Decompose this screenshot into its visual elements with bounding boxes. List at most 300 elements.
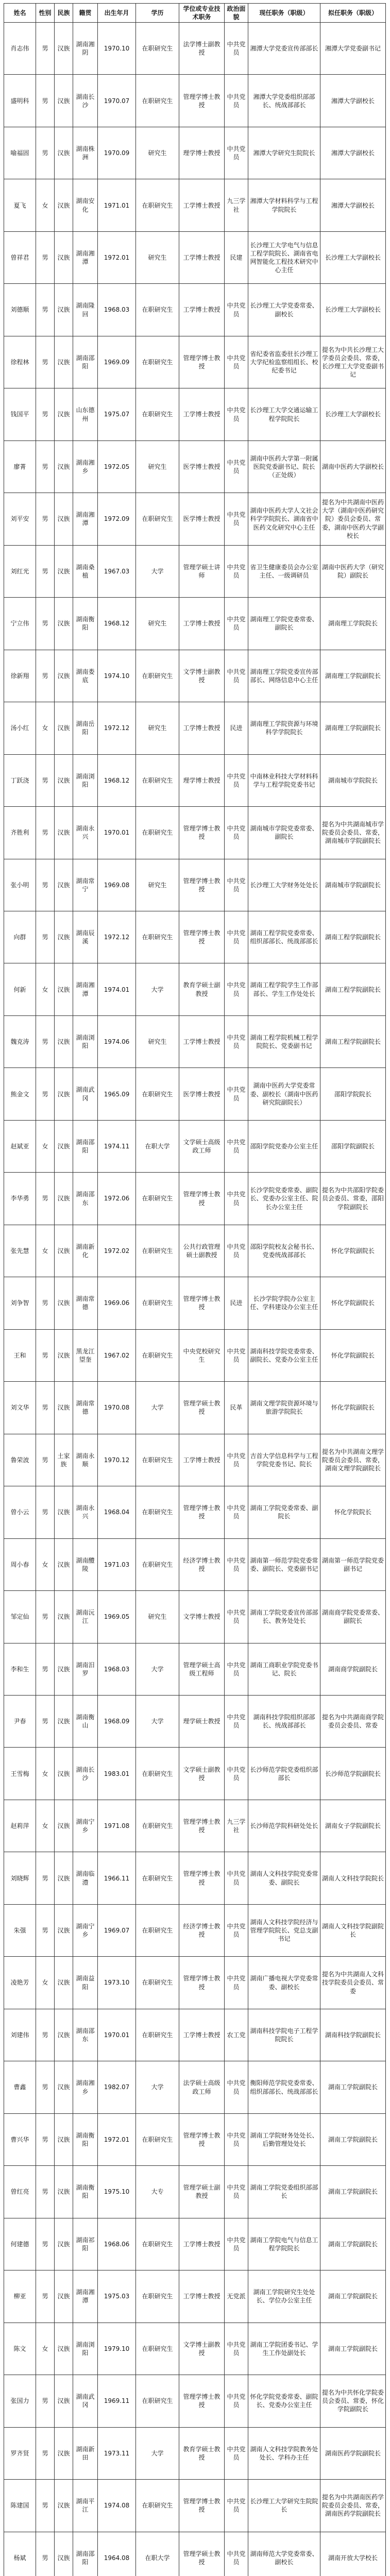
cell-name: 钱国平 bbox=[4, 388, 36, 440]
cell-origin: 湖南株洲 bbox=[73, 127, 98, 179]
cell-origin: 山东德州 bbox=[73, 388, 98, 440]
cell-birth: 1975.07 bbox=[98, 388, 136, 440]
cell-name: 周小春 bbox=[4, 1538, 36, 1590]
cell-birth: 1970.10 bbox=[98, 23, 136, 75]
cell-degree: 工学博士教授 bbox=[179, 2009, 225, 2061]
cell-name: 赵莉萍 bbox=[4, 1800, 36, 1852]
cell-proposed-post: 湖南理工学院副院长 bbox=[320, 650, 386, 702]
table-row bbox=[4, 336, 386, 388]
cell-ethnicity: 汉族 bbox=[55, 598, 73, 650]
cell-gender: 男 bbox=[36, 1696, 55, 1748]
table-row bbox=[4, 75, 386, 127]
cell-birth: 1972.12 bbox=[98, 911, 136, 963]
cell-political: 中共党员 bbox=[225, 2113, 248, 2165]
cell-ethnicity: 汉族 bbox=[55, 1643, 73, 1695]
cell-gender: 男 bbox=[36, 493, 55, 545]
cell-gender: 男 bbox=[36, 1329, 55, 1381]
cell-political: 中共党员 bbox=[225, 1173, 248, 1225]
cell-birth: 1983.01 bbox=[98, 1748, 136, 1800]
cell-gender: 男 bbox=[36, 911, 55, 963]
cell-political: 中共党员 bbox=[225, 1434, 248, 1486]
cell-current-post: 湖南人文科技学院经济与管理学院院长、党总支副书记 bbox=[248, 1904, 320, 1956]
cell-current-post: 怀化学院党委常委、副院长、党委办公室主任 bbox=[248, 2375, 320, 2427]
cell-political: 农工党 bbox=[225, 2009, 248, 2061]
cell-current-post: 长沙师范学院科研处处长 bbox=[248, 1800, 320, 1852]
cell-gender: 女 bbox=[36, 1800, 55, 1852]
cell-education: 大专 bbox=[136, 2166, 179, 2218]
cell-origin: 湖南隆回 bbox=[73, 284, 98, 336]
cell-current-post: 长沙理工大学交通运输工程学院院长 bbox=[248, 388, 320, 440]
table-row bbox=[4, 1173, 386, 1225]
cell-current-post: 湖南人文科技学院党委常委、副院长 bbox=[248, 1852, 320, 1904]
cell-birth: 1971.03 bbox=[98, 1538, 136, 1590]
cell-name: 凌艳芳 bbox=[4, 1957, 36, 2009]
cell-origin: 湖南湘潭 bbox=[73, 2270, 98, 2323]
cell-ethnicity: 汉族 bbox=[55, 388, 73, 440]
cell-degree: 管理学博士教授 bbox=[179, 1800, 225, 1852]
cell-birth: 1970.07 bbox=[98, 75, 136, 127]
table-row bbox=[4, 859, 386, 911]
cell-name: 喻福固 bbox=[4, 127, 36, 179]
cell-degree: 工学博士教授 bbox=[179, 598, 225, 650]
cell-education: 在职研究生 bbox=[136, 284, 179, 336]
cell-birth: 1968.12 bbox=[98, 598, 136, 650]
cell-ethnicity: 汉族 bbox=[55, 2375, 73, 2427]
cell-ethnicity: 汉族 bbox=[55, 2270, 73, 2323]
cell-name: 魏克涛 bbox=[4, 1015, 36, 1067]
cell-name: 曹兴华 bbox=[4, 2113, 36, 2165]
cell-origin: 湖南邵阳 bbox=[73, 1120, 98, 1172]
cell-proposed-post: 提名为中共怀化学院委员会委员、常委，怀化学院副院长 bbox=[320, 2375, 386, 2427]
cell-proposed-post: 怀化学院院长 bbox=[320, 1486, 386, 1538]
cell-ethnicity: 汉族 bbox=[55, 284, 73, 336]
cell-name: 何建德 bbox=[4, 2218, 36, 2270]
cell-ethnicity: 汉族 bbox=[55, 650, 73, 702]
cell-political: 中共党员 bbox=[225, 963, 248, 1015]
appointment-table bbox=[4, 3, 386, 2576]
cell-current-post: 湖南科技学院组织部部长、统战部部长 bbox=[248, 1696, 320, 1748]
cell-ethnicity: 汉族 bbox=[55, 23, 73, 75]
cell-education: 在职研究生 bbox=[136, 179, 179, 231]
cell-origin: 湖南浏阳 bbox=[73, 2323, 98, 2375]
table-row bbox=[4, 2061, 386, 2113]
cell-education: 研究生 bbox=[136, 1015, 179, 1067]
table-row bbox=[4, 2427, 386, 2479]
header-education: 学历 bbox=[136, 4, 179, 23]
cell-origin: 湖南常德 bbox=[73, 1277, 98, 1329]
cell-education: 研究生 bbox=[136, 1591, 179, 1643]
cell-name: 罗齐贤 bbox=[4, 2427, 36, 2479]
cell-birth: 1968.04 bbox=[98, 1486, 136, 1538]
cell-name: 柳亚 bbox=[4, 2270, 36, 2323]
table-row bbox=[4, 388, 386, 440]
cell-gender: 男 bbox=[36, 2113, 55, 2165]
header-gender: 性别 bbox=[36, 4, 55, 23]
cell-gender: 男 bbox=[36, 1643, 55, 1695]
cell-name: 徐新翔 bbox=[4, 650, 36, 702]
cell-ethnicity: 汉族 bbox=[55, 2113, 73, 2165]
cell-proposed-post: 湖南理工学院副院长 bbox=[320, 702, 386, 754]
cell-current-post: 湖南理工学院资源与环境科学学院院长 bbox=[248, 702, 320, 754]
cell-origin: 湖南益阳 bbox=[73, 1957, 98, 2009]
cell-education: 大学 bbox=[136, 2061, 179, 2113]
cell-gender: 男 bbox=[36, 231, 55, 283]
table-row bbox=[4, 2480, 386, 2532]
cell-political: 中共党员 bbox=[225, 1120, 248, 1172]
header-political: 政治面貌 bbox=[225, 4, 248, 23]
cell-ethnicity: 汉族 bbox=[55, 754, 73, 806]
cell-degree: 理学博士教授 bbox=[179, 127, 225, 179]
cell-name: 邹定仙 bbox=[4, 1591, 36, 1643]
cell-political: 中共党员 bbox=[225, 1591, 248, 1643]
cell-proposed-post: 湖南城市学院院长 bbox=[320, 754, 386, 806]
cell-gender: 男 bbox=[36, 1173, 55, 1225]
cell-birth: 1968.09 bbox=[98, 1696, 136, 1748]
cell-name: 盛明科 bbox=[4, 75, 36, 127]
cell-ethnicity: 汉族 bbox=[55, 336, 73, 388]
cell-birth: 1969.06 bbox=[98, 1277, 136, 1329]
cell-political: 中共党员 bbox=[225, 859, 248, 911]
cell-education: 在职研究生 bbox=[136, 911, 179, 963]
cell-political: 中共党员 bbox=[225, 1329, 248, 1381]
cell-proposed-post: 提名为中共湖南人文科技学院委员会委员、常委 bbox=[320, 1957, 386, 2009]
cell-birth: 1973.10 bbox=[98, 1957, 136, 2009]
cell-origin: 湖南沅江 bbox=[73, 1591, 98, 1643]
cell-education: 大学 bbox=[136, 963, 179, 1015]
cell-education: 在职研究生 bbox=[136, 1486, 179, 1538]
cell-ethnicity: 汉族 bbox=[55, 1382, 73, 1434]
cell-name: 鲁荣波 bbox=[4, 1434, 36, 1486]
cell-degree: 工学博士教授 bbox=[179, 179, 225, 231]
cell-current-post: 湘潭大学研究生院院长 bbox=[248, 127, 320, 179]
cell-education: 在职研究生 bbox=[136, 1068, 179, 1120]
cell-birth: 1964.08 bbox=[98, 2532, 136, 2576]
cell-education: 在职研究生 bbox=[136, 1904, 179, 1956]
cell-gender: 男 bbox=[36, 859, 55, 911]
table-row bbox=[4, 1591, 386, 1643]
cell-origin: 湖南衡阳 bbox=[73, 2166, 98, 2218]
cell-political: 民建 bbox=[225, 231, 248, 283]
cell-current-post: 湖南工程学院党委常委、组织部部长、统战部部长 bbox=[248, 911, 320, 963]
cell-ethnicity: 汉族 bbox=[55, 1852, 73, 1904]
cell-ethnicity: 汉族 bbox=[55, 545, 73, 597]
cell-current-post: 湖南工商职业学院党委书记、院长 bbox=[248, 1643, 320, 1695]
header-degree: 学位或专业技术职务 bbox=[179, 4, 225, 23]
cell-education: 在职大学 bbox=[136, 2532, 179, 2576]
cell-birth: 1972.06 bbox=[98, 1173, 136, 1225]
cell-birth: 1975.03 bbox=[98, 2270, 136, 2323]
cell-degree: 经济学博士教授 bbox=[179, 1538, 225, 1590]
cell-political: 中共党员 bbox=[225, 493, 248, 545]
cell-education: 在职研究生 bbox=[136, 1800, 179, 1852]
cell-degree: 管理学博士教授 bbox=[179, 1486, 225, 1538]
cell-gender: 男 bbox=[36, 75, 55, 127]
cell-name: 刘红光 bbox=[4, 545, 36, 597]
cell-name: 刘德顺 bbox=[4, 284, 36, 336]
cell-ethnicity: 汉族 bbox=[55, 702, 73, 754]
cell-proposed-post: 提名为中共湖南城市学院委员会委员、常委，湖南城市学院副院长 bbox=[320, 807, 386, 859]
cell-gender: 男 bbox=[36, 388, 55, 440]
cell-ethnicity: 汉族 bbox=[55, 2061, 73, 2113]
cell-name: 张国力 bbox=[4, 2375, 36, 2427]
cell-ethnicity: 汉族 bbox=[55, 2218, 73, 2270]
cell-proposed-post: 长沙师范学院副院长 bbox=[320, 1748, 386, 1800]
cell-gender: 男 bbox=[36, 1904, 55, 1956]
cell-name: 曾祥君 bbox=[4, 231, 36, 283]
cell-origin: 湖南邵阳 bbox=[73, 2532, 98, 2576]
cell-political: 中共党员 bbox=[225, 2375, 248, 2427]
cell-ethnicity: 汉族 bbox=[55, 2480, 73, 2532]
cell-degree: 医学博士教授 bbox=[179, 440, 225, 493]
cell-education: 在职研究生 bbox=[136, 2218, 179, 2270]
cell-political: 中共党员 bbox=[225, 1486, 248, 1538]
cell-name: 熊金文 bbox=[4, 1068, 36, 1120]
cell-current-post: 衡阳师范学院党委常委、组织部部长、统战部部长 bbox=[248, 2061, 320, 2113]
cell-proposed-post: 湖南工程学院副院长 bbox=[320, 1015, 386, 1067]
cell-political: 中共党员 bbox=[225, 1643, 248, 1695]
cell-proposed-post: 提名为中共湖南医药学院委员会委员、常委，湖南医药学院副院长 bbox=[320, 2480, 386, 2532]
cell-degree: 管理学博士教授 bbox=[179, 1173, 225, 1225]
cell-ethnicity: 汉族 bbox=[55, 231, 73, 283]
cell-origin: 湖南娄底 bbox=[73, 650, 98, 702]
cell-current-post: 长沙学院党委常委、副院长、党委办公室主任、院长办公室主任 bbox=[248, 1173, 320, 1225]
cell-political: 中共党员 bbox=[225, 127, 248, 179]
cell-degree: 管理学博士教授 bbox=[179, 859, 225, 911]
table-body bbox=[4, 23, 386, 2576]
cell-education: 在职研究生 bbox=[136, 1173, 179, 1225]
cell-political: 中共党员 bbox=[225, 336, 248, 388]
table-row bbox=[4, 1748, 386, 1800]
cell-origin: 湖南宁乡 bbox=[73, 1904, 98, 1956]
cell-origin: 湖南辰溪 bbox=[73, 911, 98, 963]
cell-birth: 1972.01 bbox=[98, 2113, 136, 2165]
cell-name: 张先慧 bbox=[4, 1225, 36, 1277]
table-row bbox=[4, 1852, 386, 1904]
cell-birth: 1972.12 bbox=[98, 702, 136, 754]
cell-origin: 湖南邵东 bbox=[73, 2009, 98, 2061]
cell-education: 在职研究生 bbox=[136, 388, 179, 440]
cell-degree: 中央党校研究生 bbox=[179, 1329, 225, 1381]
cell-origin: 湖南湘乡 bbox=[73, 2061, 98, 2113]
cell-gender: 女 bbox=[36, 1120, 55, 1172]
table-row bbox=[4, 23, 386, 75]
cell-origin: 湖南武冈 bbox=[73, 1068, 98, 1120]
cell-education: 在职研究生 bbox=[136, 1277, 179, 1329]
cell-degree: 管理学硕士讲师 bbox=[179, 545, 225, 597]
header-name: 姓名 bbox=[4, 4, 36, 23]
cell-proposed-post: 湖南商学院党委常委、副院长 bbox=[320, 1591, 386, 1643]
cell-degree: 管理学博士教授 bbox=[179, 1852, 225, 1904]
cell-political: 民进 bbox=[225, 702, 248, 754]
cell-education: 在职研究生 bbox=[136, 1957, 179, 2009]
table-row bbox=[4, 1486, 386, 1538]
cell-gender: 男 bbox=[36, 754, 55, 806]
cell-proposed-post: 怀化学院副院长 bbox=[320, 1382, 386, 1434]
cell-political: 中共党员 bbox=[225, 1957, 248, 2009]
table-row bbox=[4, 179, 386, 231]
cell-gender: 男 bbox=[36, 127, 55, 179]
cell-education: 研究生 bbox=[136, 598, 179, 650]
header-origin: 籍贯 bbox=[73, 4, 98, 23]
cell-gender: 男 bbox=[36, 1068, 55, 1120]
cell-birth: 1969.05 bbox=[98, 1591, 136, 1643]
cell-ethnicity: 汉族 bbox=[55, 1957, 73, 2009]
cell-degree: 工学博士教授 bbox=[179, 702, 225, 754]
cell-current-post: 湘潭大学党委宣传部部长 bbox=[248, 23, 320, 75]
cell-current-post: 湖南工学院电气与信息工程学院院长 bbox=[248, 2218, 320, 2270]
table-row bbox=[4, 231, 386, 283]
cell-ethnicity: 汉族 bbox=[55, 1225, 73, 1277]
table-row bbox=[4, 911, 386, 963]
cell-birth: 1972.09 bbox=[98, 493, 136, 545]
cell-origin: 湖南长沙 bbox=[73, 1748, 98, 1800]
cell-education: 在职研究生 bbox=[136, 1225, 179, 1277]
cell-birth: 1968.06 bbox=[98, 2218, 136, 2270]
cell-gender: 女 bbox=[36, 1225, 55, 1277]
cell-gender: 女 bbox=[36, 179, 55, 231]
cell-current-post: 长沙理工大学财务处处长 bbox=[248, 859, 320, 911]
cell-political: 中共党员 bbox=[225, 2166, 248, 2218]
cell-ethnicity: 汉族 bbox=[55, 963, 73, 1015]
table-row bbox=[4, 1800, 386, 1852]
table-row bbox=[4, 493, 386, 545]
table-row bbox=[4, 1957, 386, 2009]
cell-political: 民革 bbox=[225, 1382, 248, 1434]
table-row bbox=[4, 702, 386, 754]
cell-gender: 男 bbox=[36, 1852, 55, 1904]
cell-origin: 湖南浏阳 bbox=[73, 754, 98, 806]
cell-degree: 管理学硕士教授 bbox=[179, 2532, 225, 2576]
cell-education: 在职研究生 bbox=[136, 2113, 179, 2165]
cell-ethnicity: 汉族 bbox=[55, 1015, 73, 1067]
cell-degree: 管理学博士教授 bbox=[179, 2480, 225, 2532]
cell-origin: 湖南新田 bbox=[73, 2427, 98, 2479]
cell-birth: 1965.09 bbox=[98, 1068, 136, 1120]
table-row bbox=[4, 440, 386, 493]
cell-current-post: 湖南城市学院党委常委、副院长 bbox=[248, 807, 320, 859]
cell-birth: 1970.01 bbox=[98, 2009, 136, 2061]
cell-name: 王雪梅 bbox=[4, 1748, 36, 1800]
cell-proposed-post: 提名为中共湖南文理学院委员会委员、常委，湖南文理学院副院长 bbox=[320, 1434, 386, 1486]
cell-name: 尹春 bbox=[4, 1696, 36, 1748]
cell-origin: 黑龙江望奎 bbox=[73, 1329, 98, 1381]
cell-proposed-post: 长沙理工大学副校长 bbox=[320, 231, 386, 283]
cell-ethnicity: 汉族 bbox=[55, 1800, 73, 1852]
cell-political: 中共党员 bbox=[225, 75, 248, 127]
cell-current-post: 长沙学院学院办公室主任、学科建设办公室主任 bbox=[248, 1277, 320, 1329]
cell-proposed-post: 湖南城市学院副院长 bbox=[320, 859, 386, 911]
cell-political: 中共党员 bbox=[225, 2427, 248, 2479]
cell-origin: 湖南衡阳 bbox=[73, 598, 98, 650]
cell-proposed-post: 湖南第一师范学院党委副书记 bbox=[320, 1538, 386, 1590]
table-row bbox=[4, 1643, 386, 1695]
cell-ethnicity: 汉族 bbox=[55, 1068, 73, 1120]
cell-current-post: 省纪委省监委驻长沙理工大学纪检监察组组长、校纪委书记 bbox=[248, 336, 320, 388]
cell-ethnicity: 汉族 bbox=[55, 1904, 73, 1956]
cell-ethnicity: 汉族 bbox=[55, 179, 73, 231]
cell-name: 曾红亮 bbox=[4, 2166, 36, 2218]
cell-name: 曹鑫 bbox=[4, 2061, 36, 2113]
cell-proposed-post: 湖南工学院副院长 bbox=[320, 2061, 386, 2113]
cell-current-post: 湖南中医药大学第一附属医院党委副书记、院长（正处级） bbox=[248, 440, 320, 493]
cell-ethnicity: 汉族 bbox=[55, 807, 73, 859]
cell-origin: 湖南湘潭 bbox=[73, 231, 98, 283]
cell-origin: 湖南邵阳 bbox=[73, 336, 98, 388]
cell-ethnicity: 汉族 bbox=[55, 1120, 73, 1172]
cell-ethnicity: 汉族 bbox=[55, 911, 73, 963]
table-row bbox=[4, 1225, 386, 1277]
cell-degree: 文学硕士副教授 bbox=[179, 1748, 225, 1800]
cell-gender: 男 bbox=[36, 598, 55, 650]
cell-name: 宁立伟 bbox=[4, 598, 36, 650]
cell-current-post: 湖南科技学院电子工程学院院长 bbox=[248, 2009, 320, 2061]
cell-political: 九三学社 bbox=[225, 1800, 248, 1852]
cell-birth: 1971.08 bbox=[98, 1800, 136, 1852]
cell-political: 民进 bbox=[225, 1277, 248, 1329]
cell-gender: 男 bbox=[36, 2009, 55, 2061]
cell-origin: 湖南邵东 bbox=[73, 1173, 98, 1225]
cell-birth: 1974.08 bbox=[98, 2480, 136, 2532]
cell-origin: 湖南祁阳 bbox=[73, 2218, 98, 2270]
cell-degree: 公共行政管理硕士副教授 bbox=[179, 1225, 225, 1277]
cell-political: 中共党员 bbox=[225, 807, 248, 859]
cell-proposed-post: 湖南中医药大学（研究院）副院长 bbox=[320, 545, 386, 597]
cell-political: 中共党员 bbox=[225, 2061, 248, 2113]
table-row bbox=[4, 1277, 386, 1329]
table-row bbox=[4, 2323, 386, 2375]
cell-birth: 1972.05 bbox=[98, 440, 136, 493]
cell-proposed-post: 湖南工学院副院长 bbox=[320, 2218, 386, 2270]
header-birth: 出生年月 bbox=[98, 4, 136, 23]
cell-education: 在职研究生 bbox=[136, 2270, 179, 2323]
cell-education: 在职研究生 bbox=[136, 336, 179, 388]
cell-birth: 1970.01 bbox=[98, 807, 136, 859]
cell-proposed-post: 湖南工程学院副院长 bbox=[320, 911, 386, 963]
cell-degree: 管理学博士教授 bbox=[179, 807, 225, 859]
cell-birth: 1974.01 bbox=[98, 963, 136, 1015]
cell-ethnicity: 汉族 bbox=[55, 127, 73, 179]
table-row bbox=[4, 127, 386, 179]
cell-origin: 湖南湘阴 bbox=[73, 23, 98, 75]
cell-current-post: 长沙师范学院党委组织部部长 bbox=[248, 1748, 320, 1800]
cell-degree: 管理学博士教授 bbox=[179, 336, 225, 388]
cell-origin: 湖南浏阳 bbox=[73, 1015, 98, 1067]
cell-degree: 教育学硕士副教授 bbox=[179, 963, 225, 1015]
cell-education: 在职研究生 bbox=[136, 1748, 179, 1800]
cell-political: 中共党员 bbox=[225, 1015, 248, 1067]
cell-political: 中共党员 bbox=[225, 2532, 248, 2576]
cell-political: 中共党员 bbox=[225, 754, 248, 806]
cell-name: 王和 bbox=[4, 1329, 36, 1381]
cell-name: 陈文 bbox=[4, 2323, 36, 2375]
cell-degree: 文学硕士高级政工师 bbox=[179, 1120, 225, 1172]
cell-birth: 1969.07 bbox=[98, 1904, 136, 1956]
table-row bbox=[4, 1068, 386, 1120]
cell-education: 大学 bbox=[136, 545, 179, 597]
table-row bbox=[4, 598, 386, 650]
cell-origin: 湖南湘潭 bbox=[73, 963, 98, 1015]
cell-education: 在职研究生 bbox=[136, 650, 179, 702]
cell-proposed-post: 怀化学院副院长 bbox=[320, 1277, 386, 1329]
cell-proposed-post: 湖南理工学院院长 bbox=[320, 598, 386, 650]
cell-name: 杨斌 bbox=[4, 2532, 36, 2576]
cell-origin: 湖南宁乡 bbox=[73, 1800, 98, 1852]
cell-birth: 1974.11 bbox=[98, 1120, 136, 1172]
cell-political: 中共党员 bbox=[225, 23, 248, 75]
cell-name: 刘平安 bbox=[4, 493, 36, 545]
cell-degree: 文学博士教授 bbox=[179, 1591, 225, 1643]
cell-proposed-post: 湘潭大学党委副书记 bbox=[320, 23, 386, 75]
